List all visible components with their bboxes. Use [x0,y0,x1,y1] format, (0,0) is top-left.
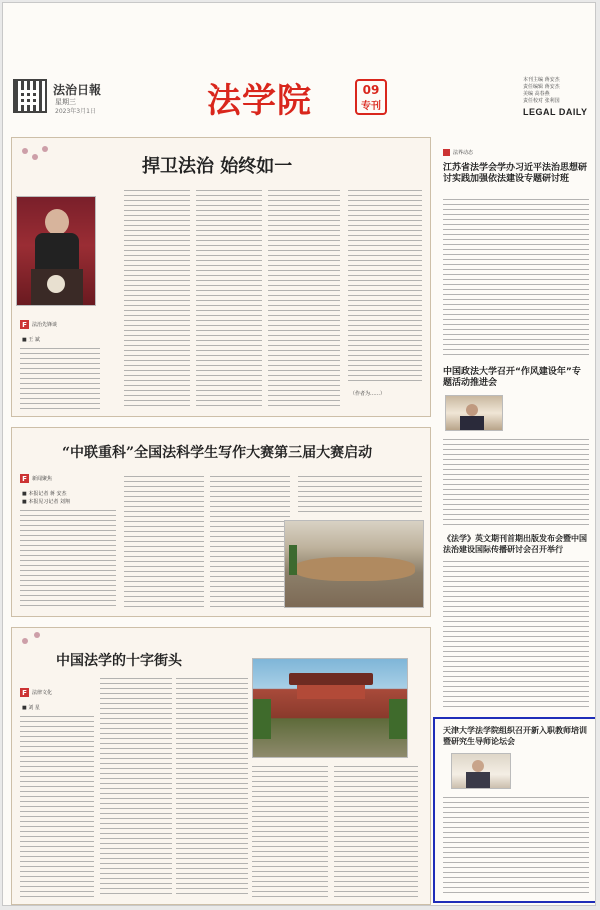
edition-badge [355,79,387,115]
sidebar-item-4-title: 天津大学法学院组织召开新入职教师培训暨研究生导师论坛会 [443,726,587,746]
article-1-text-col [268,190,340,410]
sidebar-item-2-text [443,439,589,525]
article-2-box [11,427,431,617]
plant-icon [289,545,297,575]
article-1-text-col [196,190,262,410]
blossom-decoration-icon [22,148,28,154]
article-2-byline-2: ■ 本报见习记者 刘翔 [22,499,70,505]
staff-list [523,77,560,105]
column-label: 法治先锋谈 [32,322,58,328]
speaker-head [45,209,69,235]
edition-number: 09 [362,83,380,97]
emblem-icon [47,275,65,293]
article-1-caption: （作者为……） [350,391,386,397]
article-2-text-col [124,476,204,610]
staff-line: 美编 高春燕 [523,91,550,97]
article-3-text-col [252,766,328,898]
newspaper-page [2,2,596,906]
article-2-text-col [210,476,290,610]
blossom-decoration-icon [42,146,48,152]
conference-table [295,557,415,581]
blossom-decoration-icon [22,638,28,644]
article-3-text-col [100,678,172,898]
article-1-byline: ■ 王 斌 [22,337,52,343]
blossom-decoration-icon [34,632,40,638]
article-1-text-col [20,348,100,410]
paper-date: 2023年3月1日 [55,108,96,115]
sidebar-item-1-title: 江苏省法学会学办习近平法治思想研讨实践加强依法建设专题研讨班 [443,163,588,184]
sidebar-photo-1 [445,395,503,431]
article-1-text-col [124,190,190,410]
article-3-text-col [20,716,94,898]
staff-line: 责任校对 张利国 [523,98,560,104]
article-2-text-col [298,476,422,516]
article-2-text-col [20,510,116,610]
qr-code-icon [13,79,47,113]
architecture-photo [252,658,408,758]
tree-icon [253,699,271,739]
speaker-suit [35,233,79,273]
person-head [466,404,478,416]
paper-weekday: 星期三 [55,98,76,106]
meeting-photo [284,520,424,608]
article-3-text-col [176,678,248,898]
sidebar-tag [443,149,473,156]
article-2-byline-1: ■ 本报记者 蒋 安杰 [22,491,67,497]
column-icon: F [20,688,29,697]
highlight-frame [433,717,596,903]
article-1-text-col [348,190,422,382]
article-1-box [11,137,431,417]
speaker-photo [16,196,96,306]
column-label: 新闻聚焦 [32,476,53,482]
article-2-headline: “中联重科”全国法科学生写作大赛第三届大赛启动 [62,445,373,461]
tree-icon [389,699,407,739]
masthead [3,3,596,123]
person-body [460,416,484,430]
column-icon: F [20,320,29,329]
column-label: 法律文化 [32,690,53,696]
edition-label: 专刊 [361,101,381,112]
pavilion-roof [289,673,373,685]
tag-icon [443,149,450,156]
pavilion-wall [297,685,365,699]
sidebar-tag-label: 法界动态 [453,150,474,156]
sidebar-item-3-title: 《法学》英文期刊首期出版发布会暨中国法治建设国际传播研讨会召开举行 [443,534,587,554]
staff-line: 责任编辑 蒋安杰 [523,84,560,90]
blossom-decoration-icon [32,154,38,160]
paper-name: 法治日報 [53,83,102,97]
article-3-box [11,627,431,905]
article-3-column-tag [20,688,52,697]
article-1-headline: 捍卫法治 始终如一 [142,156,293,177]
section-title: 法学院 [207,81,312,121]
staff-line: 本刊主编 蒋安杰 [523,77,560,83]
column-icon: F [20,474,29,483]
sidebar-item-3-text [443,561,589,711]
article-3-text-col [334,766,418,898]
article-2-column-tag [20,474,52,483]
brand-logo: LEGAL DAILY [523,107,588,117]
article-3-byline: ■ 刘 星 [22,705,40,711]
article-1-column-tag [20,320,57,329]
sidebar-item-1-text [443,199,589,359]
sidebar-item-2-title: 中国政法大学召开“作风建设年”专题活动推进会 [443,367,581,388]
article-3-headline: 中国法学的十字街头 [56,653,182,669]
